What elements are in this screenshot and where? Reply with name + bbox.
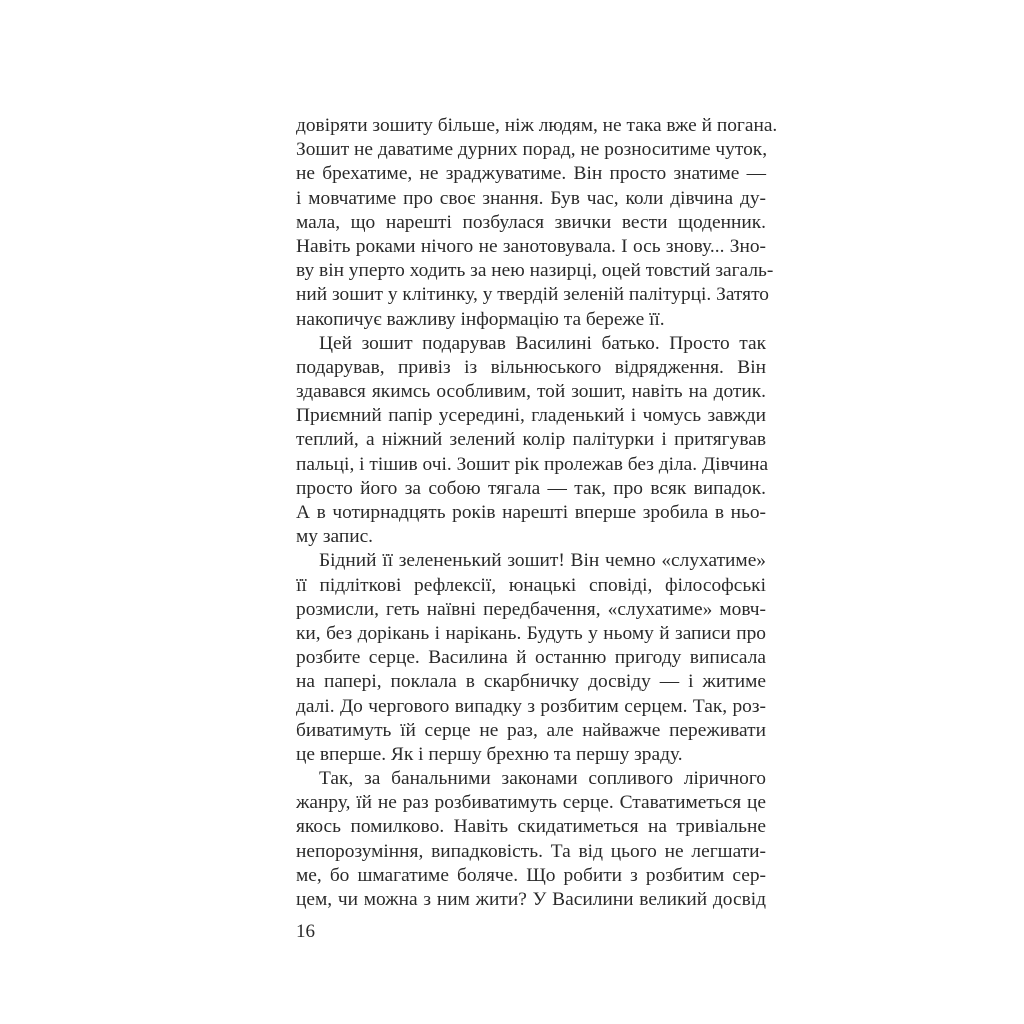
page-number: 16 bbox=[296, 921, 315, 942]
text-line: подарував, привіз із вільнюського відрядження. Він bbox=[296, 356, 766, 378]
paragraph bbox=[296, 114, 778, 332]
text-line: Бідний її зелененький зошит! Він чемно «слухатиме» bbox=[319, 550, 766, 572]
text-line: теплий, а ніжний зелений колір палітурки і притягував bbox=[296, 429, 766, 451]
text-line: ву він уперто ходить за нею назирці, оцей товстий загаль- bbox=[296, 260, 774, 282]
text-line: ний зошит у клітинку, у твердій зеленій палітурці. Затято bbox=[296, 284, 769, 306]
text-line: здавався якимсь особливим, той зошит, навіть на дотик. bbox=[296, 381, 766, 403]
text-line: її підліткові рефлексії, юнацькі сповіді, філософські bbox=[296, 574, 766, 596]
text-line: просто його за собою тягала — так, про всяк випадок. bbox=[296, 477, 766, 499]
text-line: мала, що нарешті позбулася звички вести щоденник. bbox=[296, 211, 766, 233]
text-line: і мовчатиме про своє знання. Був час, коли дівчина ду- bbox=[296, 187, 766, 209]
paragraph bbox=[296, 549, 766, 767]
text-line: ки, без дорікань і нарікань. Будуть у ньому й записи про bbox=[296, 622, 766, 644]
text-line: Зошит не даватиме дурних порад, не розноситиме чуток, bbox=[296, 139, 768, 161]
text-line: розмисли, геть наївні передбачення, «слухатиме» мовч- bbox=[296, 598, 766, 620]
text-line: якось помилково. Навіть скидатиметься на тривіальне bbox=[296, 816, 766, 838]
text-line: А в чотирнадцять років нарешті вперше зробила в ньо- bbox=[296, 502, 766, 523]
text-line: Так, за банальними законами сопливого ліричного bbox=[319, 768, 766, 790]
text-line: ме, бо шмагатиме боляче. Що робити з розбитим сер- bbox=[296, 864, 766, 886]
text-line: на папері, поклала в скарбничку досвіду — і житиме bbox=[296, 671, 766, 693]
text-line: розбите серце. Василина й останню пригоду виписала bbox=[296, 647, 766, 669]
text-line: Навіть роками нічого не занотовувала. І ось знову... Зно- bbox=[296, 235, 766, 257]
paragraph bbox=[296, 767, 766, 912]
text-line: пальці, і тішив очі. Зошит рік пролежав без діла. Дівчина bbox=[296, 453, 769, 475]
text-line: биватимуть їй серце не раз, але найважче переживати bbox=[296, 719, 766, 741]
text-line: му запис. bbox=[296, 526, 374, 548]
text-line: накопичує важливу інформацію та береже її. bbox=[296, 308, 665, 330]
text-line: цем, чи можна з ним жити? У Василини великий досвід bbox=[296, 889, 766, 910]
text-line: далі. До чергового випадку з розбитим серцем. Так, роз- bbox=[296, 695, 766, 717]
text-line: Цей зошит подарував Василині батько. Просто так bbox=[319, 332, 766, 354]
text-line: це вперше. Як і першу брехню та першу зраду. bbox=[296, 743, 683, 765]
paragraph bbox=[296, 332, 769, 550]
text-line: Приємний папір усередині, гладенький і чомусь завжди bbox=[296, 405, 766, 427]
book-page-text bbox=[296, 114, 778, 912]
text-line: жанру, їй не раз розбиватимуть серце. Ставатиметься це bbox=[296, 792, 766, 814]
text-line: непорозуміння, випадковість. Та від цього не легшати- bbox=[296, 840, 766, 862]
text-line: не брехатиме, не зраджуватиме. Він просто знатиме — bbox=[296, 163, 766, 185]
text-line: довіряти зошиту більше, ніж людям, не така вже й погана. bbox=[296, 115, 778, 136]
